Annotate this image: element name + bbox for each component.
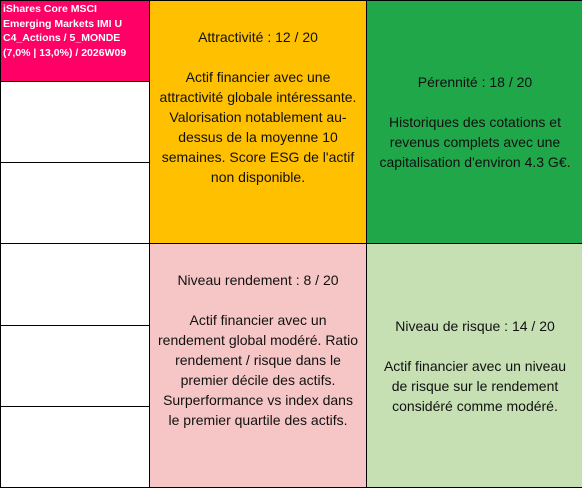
empty-cell [1, 407, 149, 487]
perennite-score: Pérennité : 18 / 20 [417, 74, 533, 91]
empty-cell [1, 163, 149, 243]
rendement-score: Niveau rendement : 8 / 20 [177, 272, 339, 289]
fund-category: C4_Actions / 5_MONDE [3, 32, 121, 44]
empty-cell [1, 326, 149, 406]
attractivite-score: Attractivité : 12 / 20 [198, 29, 318, 45]
fund-allocation-week: (7,0% | 13,0%) / 2026W09 [3, 46, 127, 59]
empty-cell [1, 244, 149, 324]
rendement-panel [150, 244, 366, 487]
risque-description: Actif financier avec un niveau de risque sur le rendement considéré comme modéré. [383, 357, 567, 414]
perennite-panel [367, 1, 582, 243]
fund-title-cell [1, 1, 149, 81]
risque-panel [367, 244, 582, 487]
attractivite-panel [150, 1, 366, 243]
attractivite-description: Actif financier avec une attractivité globale intéressante. Valorisation notablement au-dessus de la moyenne 10 semaines. Score ESG de l'actif non disponible. [159, 69, 357, 185]
risque-score: Niveau de risque : 14 / 20 [395, 317, 555, 334]
fund-name-line-1: iShares Core MSCI [3, 3, 97, 15]
perennite-description: Historiques des cotations et revenus complets avec une capitalisation d'environ 4.3 G€. [379, 114, 571, 171]
empty-cell [1, 82, 149, 162]
rendement-description: Actif financier avec un rendement global modéré. Ratio rendement / risque dans le premier décile des actifs. Surperformance vs index dans le premier quartile des actifs. [158, 312, 359, 429]
fund-name-line-2: Emerging Markets IMI U [3, 17, 123, 30]
